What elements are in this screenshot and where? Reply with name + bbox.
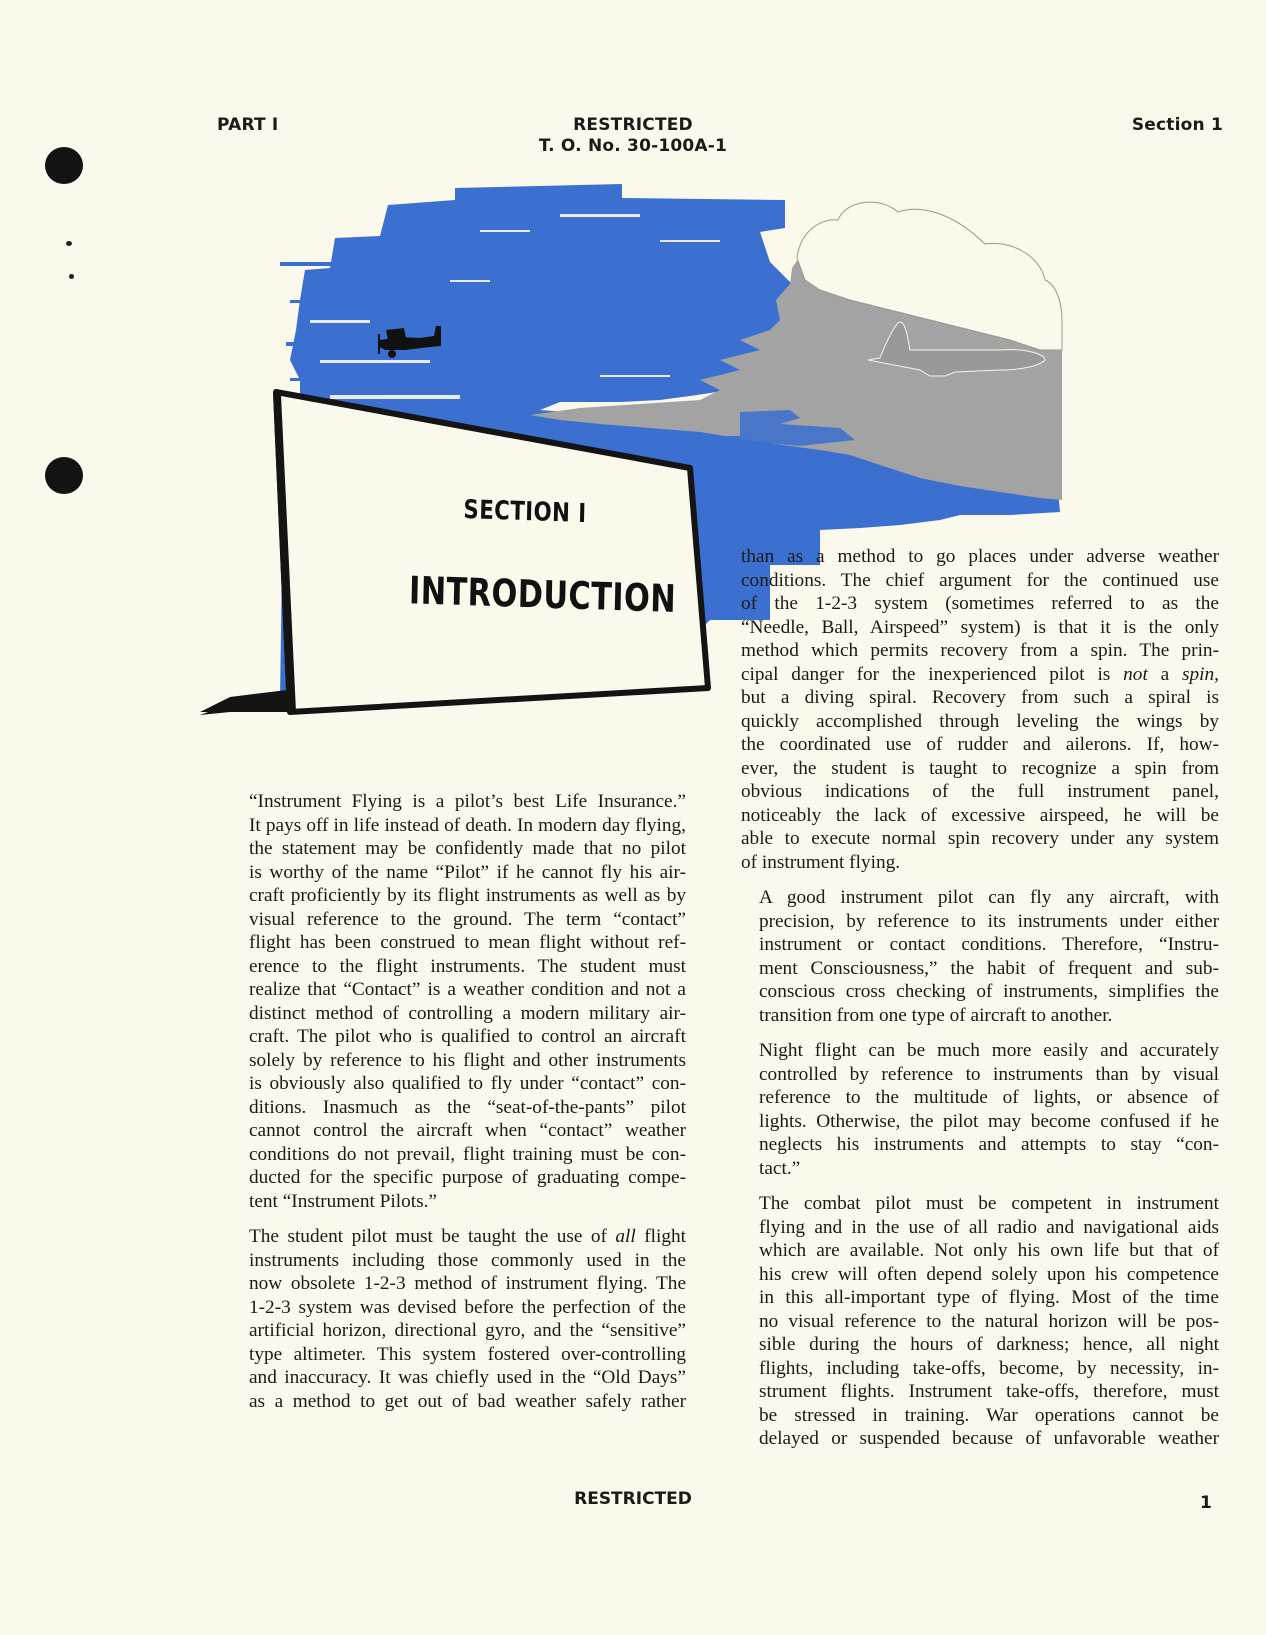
text-line: transition from one type of aircraft to another. [759, 1004, 1113, 1026]
text-line: reference to the multitude of lights, or absence of [759, 1087, 1219, 1108]
text-line: conscious cross checking of instruments, simplifies the [759, 981, 1219, 1002]
text-line: as a method to get out of bad weather safely rather [249, 1390, 686, 1412]
text-line: ducted for the specific purpose of graduating compe- [249, 1167, 686, 1188]
text-line: tent “Instrument Pilots.” [249, 1190, 437, 1212]
text-line: ment Consciousness,” the habit of frequent and sub- [759, 957, 1219, 979]
text-line: realize that “Contact” is a weather condition and not a [249, 979, 686, 1000]
text-line: erence to the flight instruments. The student must [249, 955, 686, 977]
text-line: It pays off in life instead of death. In modern day flying, [249, 814, 686, 836]
right-text-column [741, 545, 1219, 1463]
text-line: of the 1-2-3 system (sometimes referred to as the [741, 593, 1219, 614]
text-line: solely by reference to his flight and other instruments [249, 1049, 686, 1071]
text-line: noticeably the lack of excessive airspeed, he will be [741, 804, 1219, 826]
text-line: able to execute normal spin recovery under any system [741, 828, 1219, 849]
text-line: of instrument flying. [741, 851, 901, 873]
text-line: than as a method to go places under adverse weather [741, 546, 1219, 567]
page-number: 1 [1200, 1493, 1212, 1513]
text-line: The combat pilot must be competent in instrument [759, 1193, 1219, 1214]
text-line: method which permits recovery from a spin. The prin- [741, 640, 1219, 661]
text-line: conditions. The chief argument for the continued use [741, 569, 1219, 591]
text-line: 1-2-3 system was devised before the perfection of the [249, 1296, 686, 1318]
text-line: A good instrument pilot can fly any aircraft, with [759, 887, 1219, 908]
text-line: is obviously also qualified to fly under “contact” con- [249, 1073, 686, 1094]
text-line: “Instrument Flying is a pilot’s best Life Insurance.” [249, 791, 686, 812]
text-line: delayed or suspended because of unfavorable weather [759, 1428, 1219, 1449]
text-line: no visual reference to the natural horizon will be pos- [759, 1310, 1219, 1332]
text-line: “Needle, Ball, Airspeed” system) is that it is the only [741, 616, 1219, 638]
text-line: Night flight can be much more easily and accurately [759, 1040, 1219, 1061]
text-line: ever, the student is taught to recognize a spin from [741, 757, 1219, 779]
text-line: is worthy of the name “Pilot” if he cannot fly his air- [249, 861, 686, 883]
left-text-column [231, 790, 686, 1425]
footer-classification: RESTRICTED [574, 1489, 692, 1509]
paragraph-life-insurance [231, 790, 686, 1213]
header-classification: RESTRICTED [573, 115, 693, 135]
text-line: obvious indications of the full instrument panel, [741, 781, 1219, 802]
text-line: flying and in the use of all radio and navigational aids [759, 1216, 1219, 1238]
text-line: flight has been construed to mean flight without ref- [249, 932, 686, 953]
header-section-label: Section 1 [1131, 115, 1223, 135]
text-line: lights. Otherwise, the pilot may become confused if he [759, 1110, 1219, 1132]
paragraph-good-pilot [741, 886, 1219, 1027]
text-line: instruments including those commonly used in the [249, 1249, 686, 1271]
text-line: craft. The pilot who is qualified to control an aircraft [249, 1026, 686, 1047]
text-line: ditions. Inasmuch as the “seat-of-the-pants” pilot [249, 1096, 686, 1118]
text-line: the coordinated use of rudder and ailerons. If, how- [741, 734, 1219, 755]
text-line: artificial horizon, directional gyro, and the “sensitive” [249, 1320, 686, 1341]
paragraph-student-pilot [231, 1225, 686, 1413]
text-line: the statement may be confidently made that no pilot [249, 838, 686, 859]
text-line: conditions do not prevail, flight training must be con- [249, 1143, 686, 1165]
text-line: be stressed in training. War operations cannot be [759, 1404, 1219, 1426]
text-line: cannot control the aircraft when “contact” weather [249, 1120, 686, 1141]
text-line: cipal danger for the inexperienced pilot is not a spin, [741, 663, 1219, 685]
text-line: precision, by reference to its instruments under either [759, 910, 1219, 932]
paragraph-spin-recovery [741, 545, 1219, 874]
text-line: craft proficiently by its flight instruments as well as by [249, 885, 686, 906]
text-line: distinct method of controlling a modern military air- [249, 1002, 686, 1024]
text-line: but a diving spiral. Recovery from such a spiral is [741, 687, 1219, 708]
sign-title-introduction: INTRODUCTION [408, 568, 677, 621]
paragraph-night-flight [741, 1039, 1219, 1180]
text-line: strument flights. Instrument take-offs, therefore, must [759, 1381, 1219, 1402]
text-line: instrument or contact conditions. Therefore, “Instru- [759, 934, 1219, 955]
paragraph-combat-pilot [741, 1192, 1219, 1451]
text-line: his crew will often depend solely upon his competence [759, 1263, 1219, 1285]
header-part-label: PART I [217, 115, 279, 135]
text-line: visual reference to the ground. The term “contact” [249, 908, 686, 930]
text-line: now obsolete 1-2-3 method of instrument flying. The [249, 1273, 686, 1294]
text-line: controlled by reference to instruments than by visual [759, 1063, 1219, 1085]
text-line: quickly accomplished through leveling the wings by [741, 710, 1219, 732]
text-line: and inaccuracy. It was chiefly used in the “Old Days” [249, 1367, 686, 1388]
text-line: type altimeter. This system fostered over-controlling [249, 1343, 686, 1365]
text-line: The student pilot must be taught the use of all flight [249, 1226, 687, 1247]
text-line: neglects his instruments and attempts to stay “con- [759, 1134, 1219, 1155]
text-line: which are available. Not only his own life but that of [759, 1240, 1219, 1261]
text-line: tact.” [759, 1157, 801, 1179]
text-line: in this all-important type of flying. Most of the time [759, 1287, 1219, 1308]
sign-section-label: SECTION I [463, 495, 587, 529]
text-line: flights, including take-offs, become, by necessity, in- [759, 1357, 1219, 1379]
text-line: sible during the hours of darkness; hence, all night [759, 1334, 1219, 1355]
header-tech-order-number: T. O. No. 30-100A-1 [538, 136, 728, 156]
